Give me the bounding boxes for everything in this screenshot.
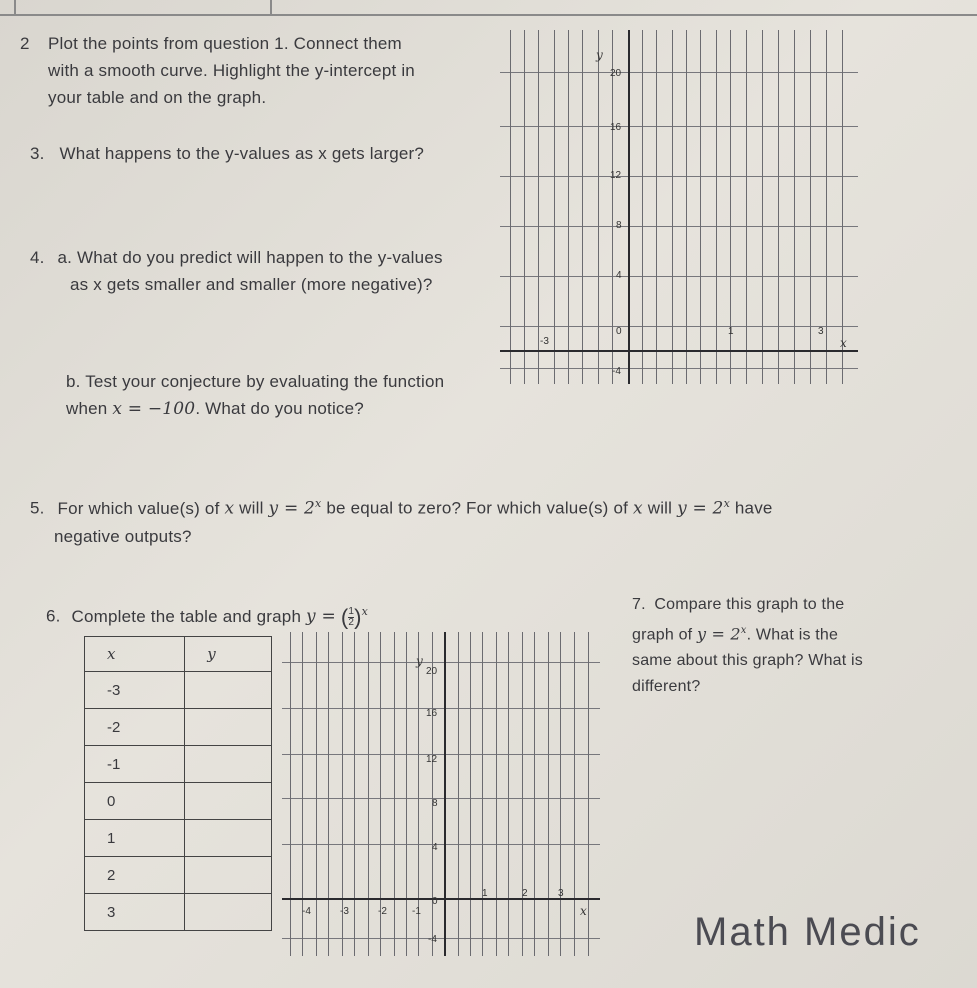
grid-line-vertical bbox=[686, 30, 687, 384]
math-variable: x bbox=[224, 498, 235, 519]
grid-line-vertical bbox=[588, 632, 589, 956]
grid-line-vertical bbox=[656, 30, 657, 384]
table-header-y: y bbox=[185, 637, 272, 672]
table-row bbox=[85, 820, 272, 857]
grid-line-vertical bbox=[458, 632, 459, 956]
grid-line-vertical bbox=[810, 30, 811, 384]
x-cell: 0 bbox=[85, 783, 185, 820]
question-number: 5. bbox=[30, 498, 45, 518]
grid-line-vertical bbox=[508, 632, 509, 956]
question-text: will bbox=[239, 498, 264, 518]
y-cell[interactable] bbox=[185, 894, 272, 931]
grid-line-vertical bbox=[642, 30, 643, 384]
x-axis bbox=[282, 898, 600, 900]
x-cell: -2 bbox=[85, 709, 185, 746]
grid-line-vertical bbox=[354, 632, 355, 956]
grid-line-vertical bbox=[716, 30, 717, 384]
table-row bbox=[85, 709, 272, 746]
table-row bbox=[85, 894, 272, 931]
grid-line-vertical bbox=[554, 30, 555, 384]
math-exponent: x bbox=[740, 625, 747, 636]
question-5 bbox=[30, 490, 773, 550]
grid-line-vertical bbox=[778, 30, 779, 384]
grid-line-vertical bbox=[510, 30, 511, 384]
y-tick-label: 8 bbox=[432, 798, 438, 809]
x-tick-label: 1 bbox=[482, 888, 488, 899]
math-exponent: x bbox=[361, 605, 369, 618]
grid-line-vertical bbox=[598, 30, 599, 384]
grid-line-horizontal bbox=[282, 662, 600, 663]
y-tick-label: 0 bbox=[616, 326, 622, 337]
x-tick-label: 3 bbox=[818, 326, 824, 337]
grid-line-vertical bbox=[560, 632, 561, 956]
x-tick-label: 3 bbox=[558, 888, 564, 899]
coordinate-grid-2 bbox=[282, 632, 600, 956]
table-row bbox=[85, 746, 272, 783]
grid-line-vertical bbox=[406, 632, 407, 956]
question-text-line: with a smooth curve. Highlight the y-intercept in bbox=[48, 61, 415, 80]
grid-line-vertical bbox=[746, 30, 747, 384]
table-row bbox=[85, 857, 272, 894]
x-axis-label: x bbox=[580, 904, 587, 918]
table-row bbox=[85, 672, 272, 709]
x-axis bbox=[500, 350, 858, 352]
grid-line-vertical bbox=[534, 632, 535, 956]
y-axis bbox=[628, 30, 630, 384]
question-text: when bbox=[66, 399, 113, 418]
x-axis-label: x bbox=[840, 336, 847, 350]
question-text-line: as x gets smaller and smaller (more negative)? bbox=[70, 275, 433, 294]
x-cell: 1 bbox=[85, 820, 185, 857]
fraction-denominator: 2 bbox=[348, 616, 355, 628]
x-tick-label: 2 bbox=[522, 888, 528, 899]
question-text: For which value(s) of bbox=[57, 498, 220, 518]
question-4a bbox=[30, 244, 443, 298]
grid-line-vertical bbox=[470, 632, 471, 956]
grid-line-vertical bbox=[538, 30, 539, 384]
question-4b bbox=[66, 368, 444, 423]
math-expression: x = −100 bbox=[112, 399, 196, 419]
grid-line-horizontal bbox=[282, 798, 600, 799]
grid-line-vertical bbox=[368, 632, 369, 956]
grid-line-horizontal bbox=[282, 844, 600, 845]
x-tick-label: -2 bbox=[378, 906, 387, 917]
question-3 bbox=[30, 140, 424, 167]
question-number: 3. bbox=[30, 144, 45, 163]
question-text: . What do you notice? bbox=[195, 399, 364, 418]
grid-line-vertical bbox=[842, 30, 843, 384]
y-tick-label: -4 bbox=[612, 366, 621, 377]
grid-line-vertical bbox=[762, 30, 763, 384]
xy-table bbox=[84, 636, 272, 931]
y-tick-label: 20 bbox=[426, 666, 438, 677]
question-text: Complete the table and graph bbox=[71, 606, 302, 626]
question-text: will bbox=[647, 498, 673, 518]
question-text-line: negative outputs? bbox=[54, 526, 192, 546]
y-cell[interactable] bbox=[185, 709, 272, 746]
y-tick-label: 12 bbox=[426, 754, 438, 765]
y-axis-label: y bbox=[416, 654, 423, 668]
grid-line-vertical bbox=[794, 30, 795, 384]
paren-close: ) bbox=[354, 604, 362, 630]
x-cell: 3 bbox=[85, 894, 185, 931]
question-text-line: Plot the points from question 1. Connect them bbox=[48, 34, 402, 53]
question-text-line: b. Test your conjecture by evaluating the function bbox=[66, 372, 445, 391]
y-tick-label: 0 bbox=[432, 896, 438, 907]
grid-line-horizontal bbox=[282, 708, 600, 709]
question-text-line: Compare this graph to the bbox=[654, 596, 845, 613]
y-tick-label: -4 bbox=[428, 934, 437, 945]
grid-line-vertical bbox=[524, 30, 525, 384]
grid-line-vertical bbox=[582, 30, 583, 384]
y-tick-label: 8 bbox=[616, 220, 622, 231]
x-tick-label: -3 bbox=[540, 336, 549, 347]
x-tick-label: -3 bbox=[340, 906, 349, 917]
x-tick-label: -1 bbox=[412, 906, 421, 917]
math-expression: y = 2 bbox=[696, 624, 741, 644]
top-border-mark bbox=[270, 0, 272, 16]
question-text: graph of bbox=[632, 626, 693, 644]
question-6 bbox=[46, 598, 368, 631]
x-cell: -3 bbox=[85, 672, 185, 709]
math-expression: y = 2 bbox=[268, 498, 316, 519]
fraction-numerator: 1 bbox=[348, 605, 355, 617]
grid-line-vertical bbox=[548, 632, 549, 956]
grid-line-vertical bbox=[316, 632, 317, 956]
question-text: be equal to zero? For which value(s) of bbox=[326, 498, 629, 518]
y-cell[interactable] bbox=[185, 783, 272, 820]
question-text: What happens to the y-values as x gets larger? bbox=[59, 144, 425, 163]
grid-line-vertical bbox=[574, 632, 575, 956]
grid-line-vertical bbox=[394, 632, 395, 956]
grid-line-horizontal bbox=[282, 754, 600, 755]
question-text-line: different? bbox=[632, 678, 701, 696]
grid-line-vertical bbox=[826, 30, 827, 384]
y-tick-label: 4 bbox=[616, 270, 622, 281]
grid-line-vertical bbox=[328, 632, 329, 956]
question-number: 7. bbox=[632, 596, 646, 613]
question-text: . What is the bbox=[746, 626, 839, 644]
x-cell: -1 bbox=[85, 746, 185, 783]
x-tick-label: -4 bbox=[302, 906, 311, 917]
y-cell[interactable] bbox=[185, 746, 272, 783]
math-variable: x bbox=[632, 498, 643, 519]
grid-line-horizontal bbox=[282, 938, 600, 939]
math-expression: y = 2 bbox=[677, 498, 724, 519]
grid-line-vertical bbox=[568, 30, 569, 384]
brand-logo-text: Math Medic bbox=[694, 910, 921, 954]
grid-line-vertical bbox=[482, 632, 483, 956]
top-border bbox=[0, 14, 977, 16]
question-text-line: same about this graph? What is bbox=[632, 652, 864, 670]
question-number: 2 bbox=[20, 34, 30, 53]
y-tick-label: 16 bbox=[426, 708, 438, 719]
question-7 bbox=[632, 592, 863, 700]
math-exponent: x bbox=[315, 497, 322, 510]
table-row bbox=[85, 783, 272, 820]
question-number: 6. bbox=[46, 606, 61, 626]
y-tick-label: 20 bbox=[610, 68, 622, 79]
y-cell[interactable] bbox=[185, 857, 272, 894]
grid-line-vertical bbox=[496, 632, 497, 956]
math-expression: y = bbox=[306, 606, 336, 627]
grid-line-vertical bbox=[432, 632, 433, 956]
y-cell[interactable] bbox=[185, 820, 272, 857]
x-tick-label: 1 bbox=[728, 326, 734, 337]
paren-open: ( bbox=[340, 604, 349, 630]
y-axis bbox=[444, 632, 446, 956]
question-2 bbox=[20, 30, 415, 111]
grid-line-vertical bbox=[522, 632, 523, 956]
grid-line-vertical bbox=[700, 30, 701, 384]
table-header-x: x bbox=[85, 637, 185, 672]
coordinate-grid-1 bbox=[500, 30, 858, 384]
y-cell[interactable] bbox=[185, 672, 272, 709]
question-number: 4. bbox=[30, 248, 45, 267]
grid-line-vertical bbox=[612, 30, 613, 384]
question-text: have bbox=[734, 498, 773, 518]
table-header-row bbox=[85, 637, 272, 672]
grid-line-vertical bbox=[672, 30, 673, 384]
y-tick-label: 16 bbox=[610, 122, 622, 133]
y-tick-label: 12 bbox=[610, 170, 622, 181]
question-text-line: your table and on the graph. bbox=[48, 88, 267, 107]
y-tick-label: 4 bbox=[432, 842, 438, 853]
question-text-line: a. What do you predict will happen to the y-values bbox=[57, 248, 443, 267]
grid-line-vertical bbox=[290, 632, 291, 956]
x-cell: 2 bbox=[85, 857, 185, 894]
math-exponent: x bbox=[723, 497, 730, 510]
top-border-mark bbox=[14, 0, 16, 16]
y-axis-label: y bbox=[596, 48, 603, 62]
